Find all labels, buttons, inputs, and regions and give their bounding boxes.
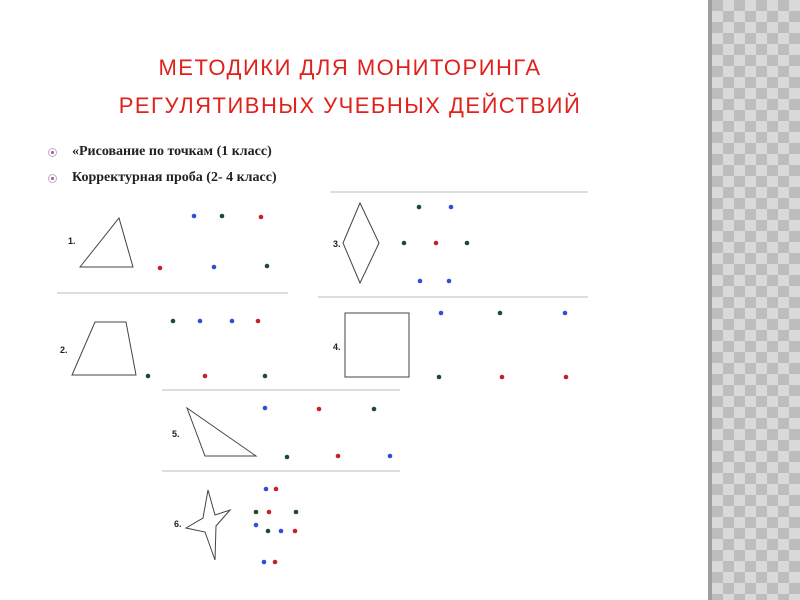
dot-marker xyxy=(465,241,470,246)
dot-marker xyxy=(417,205,422,210)
dot-marker xyxy=(230,319,235,324)
rhombus-shape xyxy=(343,203,379,283)
dot-marker xyxy=(564,375,569,380)
dot-marker xyxy=(220,214,225,219)
dot-marker xyxy=(447,279,452,284)
dot-marker xyxy=(388,454,393,459)
dot-marker xyxy=(273,560,278,565)
dot-marker xyxy=(158,266,163,271)
bullet-text: Корректурная проба (2- 4 класс) xyxy=(72,170,277,185)
dot-marker xyxy=(498,311,503,316)
dot-marker xyxy=(263,374,268,379)
dot-marker xyxy=(262,560,267,565)
dot-marker xyxy=(267,510,272,515)
dot-marker xyxy=(192,214,197,219)
task-label: 3. xyxy=(333,239,341,249)
decorative-sidebar xyxy=(712,0,800,600)
dot-marker xyxy=(285,455,290,460)
dot-marker xyxy=(418,279,423,284)
dot-marker xyxy=(439,311,444,316)
dot-marker xyxy=(203,374,208,379)
dot-marker xyxy=(434,241,439,246)
task-label: 2. xyxy=(60,345,68,355)
trapezoid-shape xyxy=(72,322,136,375)
dot-marker xyxy=(254,510,259,515)
obtuse-triangle-shape xyxy=(187,408,256,456)
dot-marker xyxy=(437,375,442,380)
dot-marker xyxy=(372,407,377,412)
dot-marker xyxy=(256,319,261,324)
square-shape xyxy=(345,313,409,377)
dot-marker xyxy=(294,510,299,515)
dot-marker xyxy=(449,205,454,210)
dot-marker xyxy=(171,319,176,324)
dot-marker xyxy=(402,241,407,246)
dot-marker xyxy=(266,529,271,534)
dot-marker xyxy=(336,454,341,459)
task-label: 1. xyxy=(68,236,76,246)
dot-marker xyxy=(500,375,505,380)
dot-pattern xyxy=(146,205,569,565)
dot-marker xyxy=(265,264,270,269)
dot-marker xyxy=(563,311,568,316)
dot-marker xyxy=(254,523,259,528)
dot-marker xyxy=(279,529,284,534)
slide-title-line2: РЕГУЛЯТИВНЫХ УЧЕБНЫХ ДЕЙСТВИЙ xyxy=(118,93,582,118)
dot-marker xyxy=(198,319,203,324)
star-shape xyxy=(186,490,230,560)
dot-marker xyxy=(212,265,217,270)
task-label: 5. xyxy=(172,429,180,439)
dot-marker xyxy=(259,215,264,220)
task-label: 4. xyxy=(333,342,341,352)
dot-marker xyxy=(146,374,151,379)
dot-marker xyxy=(274,487,279,492)
dot-marker xyxy=(264,487,269,492)
bullet-text: «Рисование по точкам (1 класс) xyxy=(72,144,272,159)
dot-marker xyxy=(317,407,322,412)
dot-marker xyxy=(293,529,298,534)
task-label: 6. xyxy=(174,519,182,529)
slide-title-line1: МЕТОДИКИ ДЛЯ МОНИТОРИНГА xyxy=(158,55,542,80)
triangle-shape xyxy=(80,218,133,267)
dot-marker xyxy=(263,406,268,411)
